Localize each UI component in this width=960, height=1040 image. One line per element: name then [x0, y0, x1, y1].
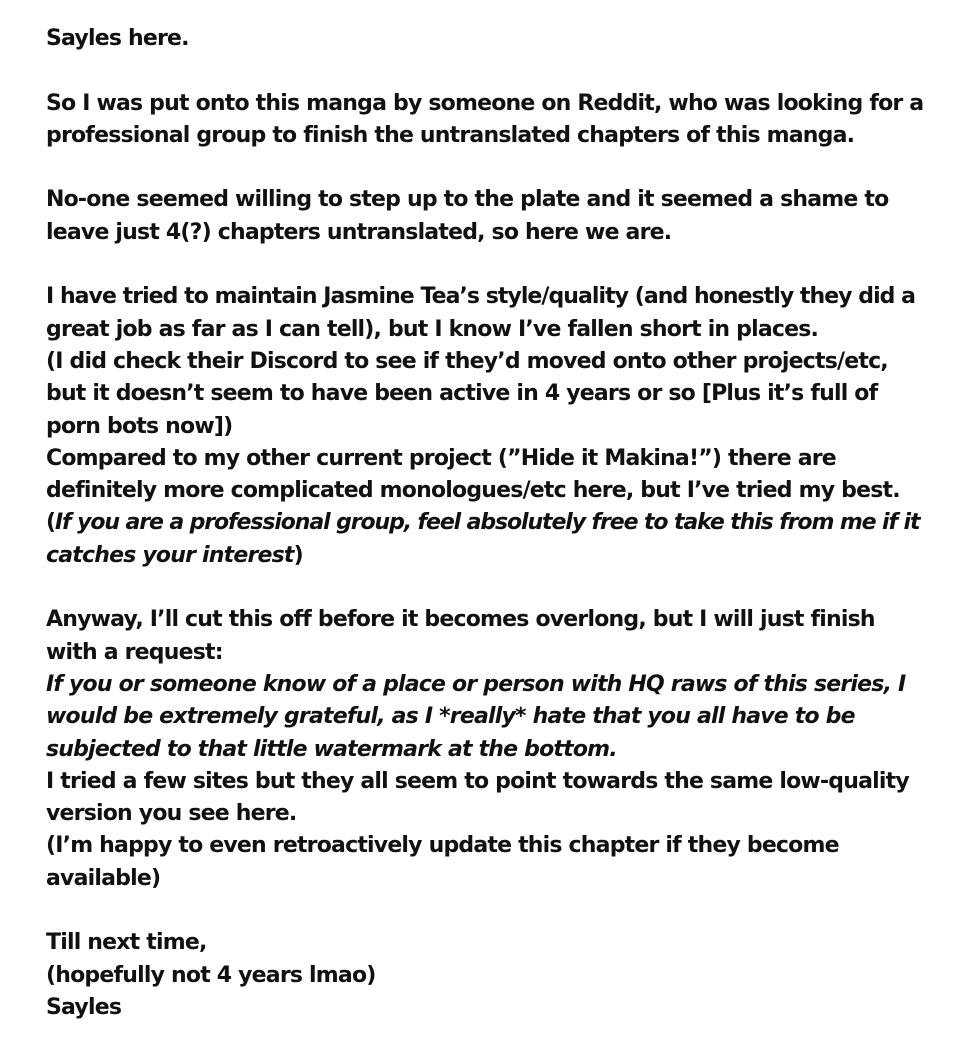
quality-line-1: I have tried to maintain Jasmine Tea’s style/quality (and honestly they did a: [46, 284, 916, 310]
reason-line-2: leave just 4(?) chapters untranslated, so here we are.: [46, 219, 672, 245]
request-rest-3: (I’m happy to even retroactively update this chapter if they become: [46, 833, 839, 859]
quality-line-3: (I did check their Discord to see if they’d moved onto other projects/etc,: [46, 348, 888, 374]
signoff-signature: Sayles: [46, 994, 122, 1020]
request-line-1: Anyway, I’ll cut this off before it becomes overlong, but I will just finish: [46, 607, 875, 633]
intro-line-2: professional group to finish the untranslated chapters of this manga.: [46, 122, 855, 148]
greeting-line: Sayles here.: [46, 26, 189, 51]
quality-line-2: great job as far as I can tell), but I know I’ve fallen short in places.: [46, 316, 819, 342]
intro-paragraph: [46, 88, 926, 153]
paragraph-gap: [46, 249, 926, 281]
paragraph-gap: [46, 55, 926, 87]
offer-italic-1: If you are a professional group, feel absolutely free to take this from me if it: [54, 510, 920, 536]
request-paragraph: [46, 604, 926, 895]
offer-line-2: [46, 540, 926, 572]
signoff-paragraph: [46, 927, 926, 1024]
signoff-line-1: Till next time,: [46, 930, 207, 956]
reason-line-1: No-one seemed willing to step up to the plate and it seemed a shame to: [46, 187, 889, 213]
request-rest-1: I tried a few sites but they all seem to point towards the same low-quality: [46, 768, 909, 794]
paragraph-gap: [46, 152, 926, 184]
intro-line-1: So I was put onto this manga by someone on Reddit, who was looking for a: [46, 90, 924, 116]
request-rest-4: available): [46, 865, 161, 891]
request-italic-1: If you or someone know of a place or person with HQ raws of this series, I: [46, 671, 906, 697]
offer-italic-2: catches your interest: [46, 542, 294, 568]
offer-line-1: [46, 507, 926, 539]
reason-paragraph: [46, 184, 926, 249]
quality-line-6: Compared to my other current project (”Hide it Makina!”) there are: [46, 445, 836, 471]
request-rest-2: version you see here.: [46, 801, 297, 827]
quality-line-5: porn bots now]): [46, 413, 233, 439]
paragraph-gap: [46, 895, 926, 927]
quality-line-4: but it doesn’t seem to have been active in 4 years or so [Plus it’s full of: [46, 381, 878, 407]
request-line-2: with a request:: [46, 639, 223, 665]
request-italic-2: would be extremely grateful, as I *really* hate that you all have to be: [46, 704, 855, 730]
offer-paren-close: ): [293, 542, 303, 568]
greeting-paragraph: [46, 23, 926, 55]
request-italic-3: subjected to that little watermark at the bottom.: [46, 736, 617, 762]
quality-line-7: definitely more complicated monologues/etc here, but I’ve tried my best.: [46, 478, 900, 504]
offer-paren-open: (: [46, 510, 55, 536]
translator-note: [46, 23, 926, 1024]
quality-paragraph: [46, 281, 926, 572]
signoff-line-2: (hopefully not 4 years lmao): [46, 962, 376, 988]
paragraph-gap: [46, 572, 926, 604]
